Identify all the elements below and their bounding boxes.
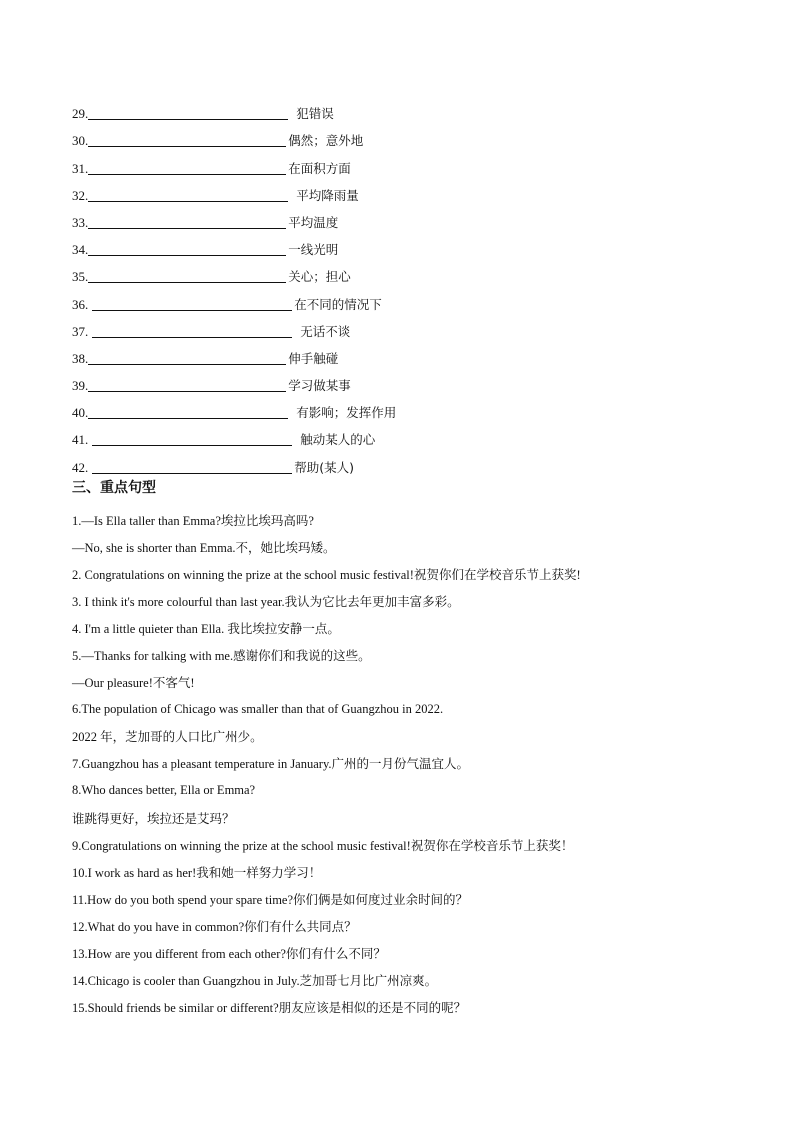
item-meaning: 平均温度 bbox=[288, 214, 339, 230]
sentence-line: 2. Congratulations on winning the prize at the school music festival!祝贺你们在学校音乐节上获奖! bbox=[72, 567, 581, 582]
item-number: 37. bbox=[72, 323, 89, 339]
answer-blank[interactable] bbox=[92, 296, 292, 311]
vocab-item bbox=[72, 204, 396, 231]
item-meaning: 学习做某事 bbox=[288, 378, 351, 394]
sentence-line: 15.Should friends be similar or different?朋友应该是相似的还是不同的呢？ bbox=[72, 1001, 467, 1016]
sentence-line: 6.The population of Chicago was smaller than that of Guangzhou in 2022. bbox=[72, 701, 444, 716]
item-number: 42. bbox=[72, 459, 89, 475]
item-number: 32. bbox=[72, 187, 89, 203]
answer-blank[interactable] bbox=[92, 323, 292, 338]
answer-blank[interactable] bbox=[88, 268, 286, 283]
vocab-item bbox=[72, 285, 396, 312]
answer-blank[interactable] bbox=[92, 431, 292, 446]
item-number: 39. bbox=[72, 378, 89, 394]
sentence-line: 13.How are you different from each other?你们有什么不同？ bbox=[72, 947, 386, 962]
vocab-item bbox=[72, 149, 396, 176]
item-number: 33. bbox=[72, 214, 89, 230]
answer-blank[interactable] bbox=[92, 459, 292, 474]
item-meaning: 有影响；发挥作用 bbox=[296, 405, 397, 421]
vocab-item bbox=[72, 367, 396, 394]
answer-blank[interactable] bbox=[88, 214, 286, 229]
vocab-item bbox=[72, 122, 396, 149]
item-meaning: 平均降雨量 bbox=[296, 187, 359, 203]
vocab-item bbox=[72, 231, 396, 258]
sentence-line: —Our pleasure!不客气! bbox=[72, 676, 195, 691]
vocab-item bbox=[72, 340, 396, 367]
item-meaning: 触动某人的心 bbox=[300, 432, 376, 448]
sentence-line: 7.Guangzhou has a pleasant temperature in January.广州的一月份气温宜人。 bbox=[72, 757, 470, 772]
answer-blank[interactable] bbox=[88, 377, 286, 392]
answer-blank[interactable] bbox=[88, 350, 286, 365]
item-number: 30. bbox=[72, 133, 89, 149]
answer-blank[interactable] bbox=[88, 404, 288, 419]
sentence-line: 1.—Is Ella taller than Emma?埃拉比埃玛高吗? bbox=[72, 513, 314, 528]
item-number: 29. bbox=[72, 106, 89, 122]
item-meaning: 犯错误 bbox=[296, 106, 334, 122]
item-number: 40. bbox=[72, 405, 89, 421]
sentence-line: —No, she is shorter than Emma.不，她比埃玛矮。 bbox=[72, 540, 336, 555]
vocab-item bbox=[72, 313, 396, 340]
item-number: 31. bbox=[72, 160, 89, 176]
item-number: 34. bbox=[72, 242, 89, 258]
answer-blank[interactable] bbox=[88, 132, 286, 147]
section-heading: 三、重点句型 bbox=[72, 480, 156, 496]
sentence-line: 9.Congratulations on winning the prize at the school music festival!祝贺你在学校音乐节上获奖！ bbox=[72, 838, 574, 853]
vocab-item bbox=[72, 95, 396, 122]
sentence-list bbox=[72, 506, 732, 1021]
item-meaning: 帮助(某人) bbox=[294, 459, 355, 475]
item-number: 36. bbox=[72, 296, 89, 312]
sentence-line: 11.How do you both spend your spare time?你们俩是如何度过业余时间的？ bbox=[72, 892, 469, 907]
item-number: 41. bbox=[72, 432, 89, 448]
item-number: 38. bbox=[72, 350, 89, 366]
answer-blank[interactable] bbox=[88, 160, 286, 175]
vocab-item bbox=[72, 258, 396, 285]
sentence-line: 2022 年，芝加哥的人口比广州少。 bbox=[72, 730, 263, 745]
item-meaning: 关心；担心 bbox=[288, 269, 351, 285]
vocab-list bbox=[72, 95, 396, 476]
item-meaning: 在面积方面 bbox=[288, 160, 351, 176]
item-meaning: 无话不谈 bbox=[300, 323, 351, 339]
sentence-line: 3. I think it's more colourful than last year.我认为它比去年更加丰富多彩。 bbox=[72, 594, 460, 609]
vocab-item bbox=[72, 177, 396, 204]
answer-blank[interactable] bbox=[88, 241, 286, 256]
item-meaning: 一线光明 bbox=[288, 242, 339, 258]
item-meaning: 在不同的情况下 bbox=[294, 296, 382, 312]
sentence-line: 12.What do you have in common?你们有什么共同点？ bbox=[72, 919, 357, 934]
sentence-line: 谁跳得更好，埃拉还是艾玛？ bbox=[72, 811, 235, 826]
sentence-line: 10.I work as hard as her!我和她一样努力学习！ bbox=[72, 865, 322, 880]
vocab-item bbox=[72, 394, 396, 421]
vocab-item bbox=[72, 421, 396, 448]
sentence-line: 4. I'm a little quieter than Ella. 我比埃拉安静一点。 bbox=[72, 621, 340, 636]
sentence-line: 5.—Thanks for talking with me.感谢你们和我说的这些。 bbox=[72, 649, 371, 664]
item-meaning: 偶然；意外地 bbox=[288, 133, 364, 149]
sentence-line: 8.Who dances better, Ella or Emma? bbox=[72, 782, 256, 797]
item-number: 35. bbox=[72, 269, 89, 285]
answer-blank[interactable] bbox=[88, 187, 288, 202]
item-meaning: 伸手触碰 bbox=[288, 350, 339, 366]
sentence-line: 14.Chicago is cooler than Guangzhou in July.芝加哥七月比广州凉爽。 bbox=[72, 974, 438, 989]
vocab-item bbox=[72, 448, 396, 475]
answer-blank[interactable] bbox=[88, 105, 288, 120]
